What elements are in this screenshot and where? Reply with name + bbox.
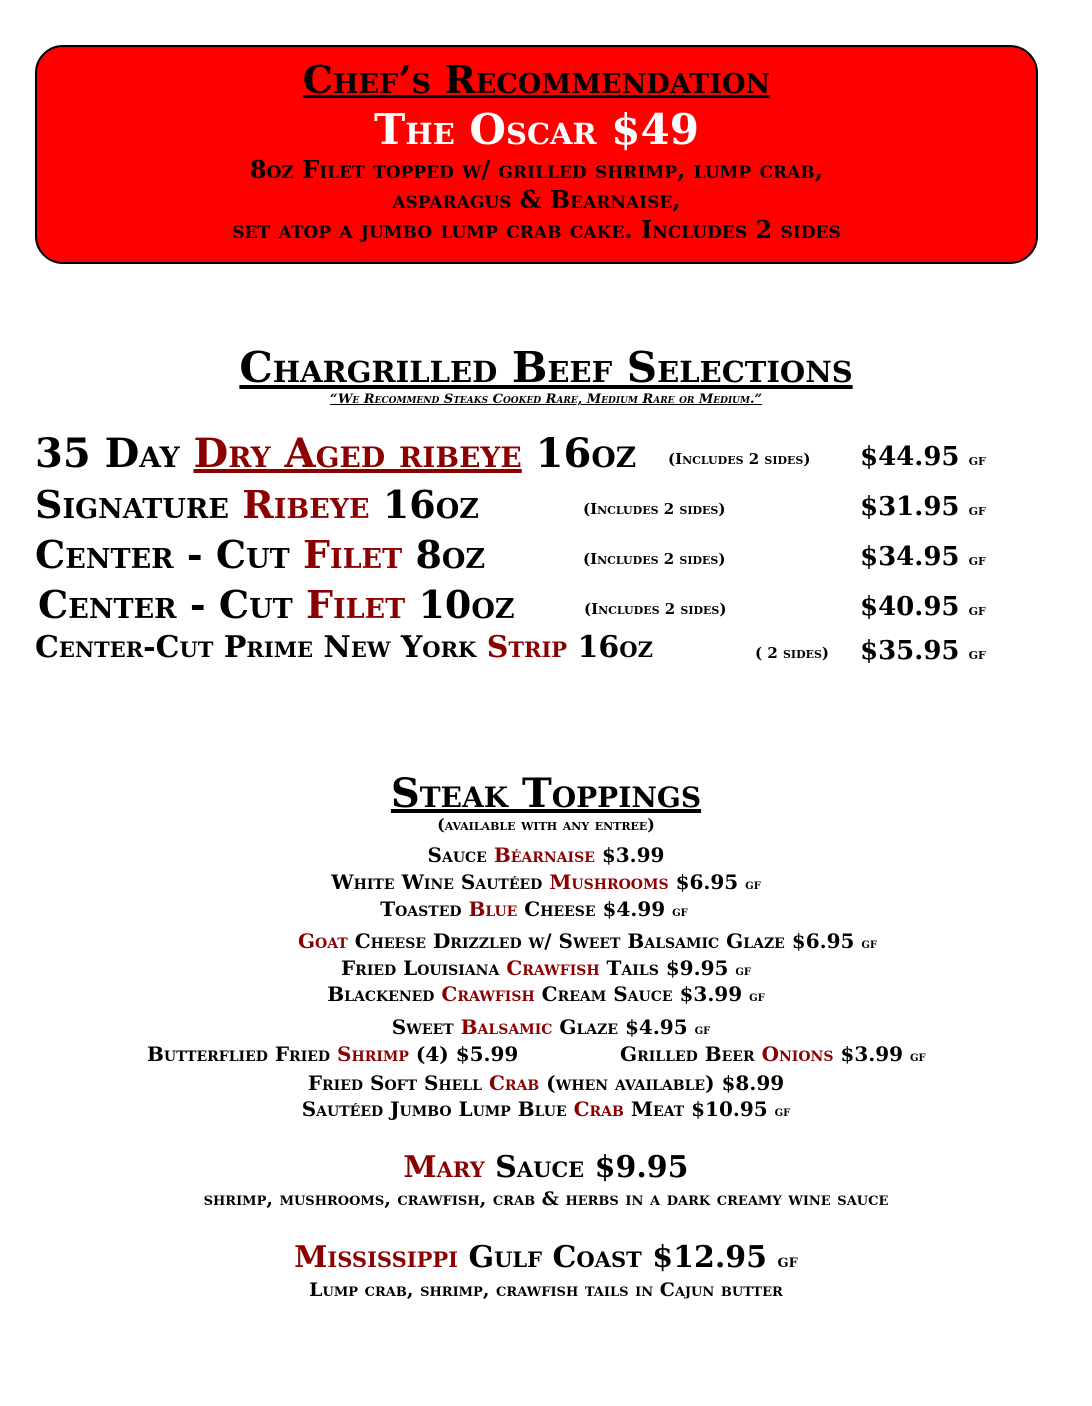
topping-item [0, 929, 1092, 953]
gulf-coast-title [0, 1240, 1092, 1275]
steak-weight: 16oz [369, 482, 479, 527]
toppings-section-heading: Steak Toppings [390, 770, 702, 817]
topping-text: Toasted [380, 897, 469, 921]
recommendation-description-line: 8oz Filet topped w/ grilled shrimp, lump crab, [249, 155, 824, 184]
steak-name-highlight: Dry Aged ribeye [193, 430, 522, 477]
topping-price: Cream Sauce $3.99 [534, 982, 750, 1006]
gulf-coast-name-price: Gulf Coast $12.95 [458, 1240, 778, 1275]
recommendation-description-line: asparagus & Bearnaise, [392, 185, 681, 214]
recommendation-title: Chef’s Recommendation [302, 57, 771, 102]
gluten-free-tag: gf [968, 501, 986, 519]
recommendation-description-line: set atop a jumbo lump crab cake. Includes 2 sides [232, 215, 841, 244]
topping-price: Cheese $4.99 [517, 897, 673, 921]
topping-price: $6.95 [668, 870, 746, 894]
toppings-availability-note: (available with any entree) [437, 815, 655, 834]
topping-text: Sauce [427, 843, 494, 867]
steak-weight: 8oz [402, 532, 486, 577]
gluten-free-tag: gf [861, 936, 878, 952]
gluten-free-tag: gf [968, 601, 986, 619]
topping-item [0, 1015, 1092, 1039]
topping-text: Sweet [391, 1015, 461, 1039]
topping-text: Fried Soft Shell [307, 1071, 489, 1095]
topping-item [620, 1042, 926, 1066]
gluten-free-tag: gf [735, 963, 751, 979]
topping-item [0, 1097, 1092, 1121]
topping-price: (4) $5.99 [408, 1042, 519, 1066]
chefs-recommendation-box [35, 45, 1038, 264]
steak-name: Signature [35, 482, 243, 527]
gluten-free-tag: gf [672, 904, 688, 920]
topping-highlight: Crawfish [441, 982, 535, 1006]
steak-price: $44.95 [860, 442, 960, 472]
gluten-free-tag: gf [774, 1104, 791, 1120]
topping-highlight: Blue [468, 897, 518, 921]
steak-sides-note: (Includes 2 sides) [668, 450, 811, 468]
topping-item [0, 870, 1092, 894]
topping-price: Meat $10.95 [623, 1097, 775, 1121]
gulf-coast-description: Lump crab, shrimp, crawfish tails in Cajun butter [309, 1279, 783, 1301]
steak-name: Center - Cut [35, 532, 303, 577]
mary-sauce-name-price: Sauce $9.95 [484, 1150, 689, 1185]
topping-item [0, 982, 1092, 1006]
steak-name: Center - Cut [38, 582, 306, 627]
topping-highlight: Crab [488, 1071, 540, 1095]
topping-price: Glaze $4.95 [552, 1015, 695, 1039]
topping-text: Blackened [327, 982, 442, 1006]
topping-highlight: Béarnaise [493, 843, 595, 867]
gulf-coast-name-highlight: Mississippi [294, 1240, 458, 1275]
gluten-free-tag: gf [968, 645, 986, 663]
topping-item [0, 1071, 1092, 1095]
topping-highlight: Onions [761, 1042, 834, 1066]
topping-text: Butterflied Fried [147, 1042, 338, 1066]
recommendation-dish: The Oscar $49 [374, 105, 699, 154]
topping-item [147, 1042, 518, 1066]
topping-item [0, 956, 1092, 980]
steak-price: $40.95 [860, 592, 960, 622]
beef-section-heading: Chargrilled Beef Selections [239, 343, 853, 392]
steak-name: 35 Day [35, 430, 194, 477]
steak-weight: 10oz [405, 582, 515, 627]
topping-text: Fried Louisiana [340, 956, 507, 980]
gluten-free-tag: gf [968, 551, 986, 569]
gluten-free-tag: gf [910, 1049, 926, 1065]
topping-price: $3.99 [594, 843, 665, 867]
gluten-free-tag: gf [749, 989, 765, 1005]
gluten-free-tag: gf [777, 1251, 798, 1272]
steak-sides-note: (Includes 2 sides) [584, 600, 727, 618]
topping-price: Tails $9.95 [599, 956, 736, 980]
gluten-free-tag: gf [745, 877, 761, 893]
topping-item [0, 843, 1092, 867]
topping-highlight: Balsamic [460, 1015, 553, 1039]
steak-weight: 16oz [567, 630, 653, 665]
topping-price: (when available) $8.99 [539, 1071, 785, 1095]
topping-text: Grilled Beer [620, 1042, 762, 1066]
steak-price: $35.95 [860, 636, 960, 666]
topping-price: $3.99 [833, 1042, 911, 1066]
steak-name-highlight: Filet [302, 532, 403, 577]
steak-name-highlight: Filet [305, 582, 406, 627]
steak-price: $31.95 [860, 492, 960, 522]
topping-text: White Wine Sautéed [331, 870, 550, 894]
steak-sides-note: (Includes 2 sides) [583, 500, 726, 518]
steak-name: Center-Cut Prime New York [35, 630, 487, 665]
topping-highlight: Mushrooms [549, 870, 669, 894]
topping-highlight: Goat [297, 929, 348, 953]
steak-weight: 16oz [521, 430, 637, 477]
steak-sides-note: ( 2 sides) [755, 644, 830, 662]
topping-highlight: Crab [573, 1097, 624, 1121]
gluten-free-tag: gf [694, 1022, 711, 1038]
topping-highlight: Shrimp [337, 1042, 409, 1066]
mary-sauce-title [0, 1150, 1092, 1185]
steak-name-highlight: Strip [486, 630, 568, 665]
steak-name-highlight: Ribeye [242, 482, 370, 527]
topping-price: Cheese Drizzled w/ Sweet Balsamic Glaze $6.95 [347, 929, 862, 953]
gluten-free-tag: gf [968, 451, 986, 469]
mary-sauce-description: shrimp, mushrooms, crawfish, crab & herbs in a dark creamy wine sauce [203, 1188, 889, 1210]
mary-sauce-name-highlight: Mary [403, 1150, 485, 1185]
topping-item [0, 897, 1068, 921]
topping-text: Sautéed Jumbo Lump Blue [301, 1097, 574, 1121]
steak-price: $34.95 [860, 542, 960, 572]
topping-highlight: Crawfish [506, 956, 600, 980]
steak-sides-note: (Includes 2 sides) [583, 550, 726, 568]
cooking-recommendation-note: “We Recommend Steaks Cooked Rare, Medium Rare or Medium.” [329, 392, 762, 407]
